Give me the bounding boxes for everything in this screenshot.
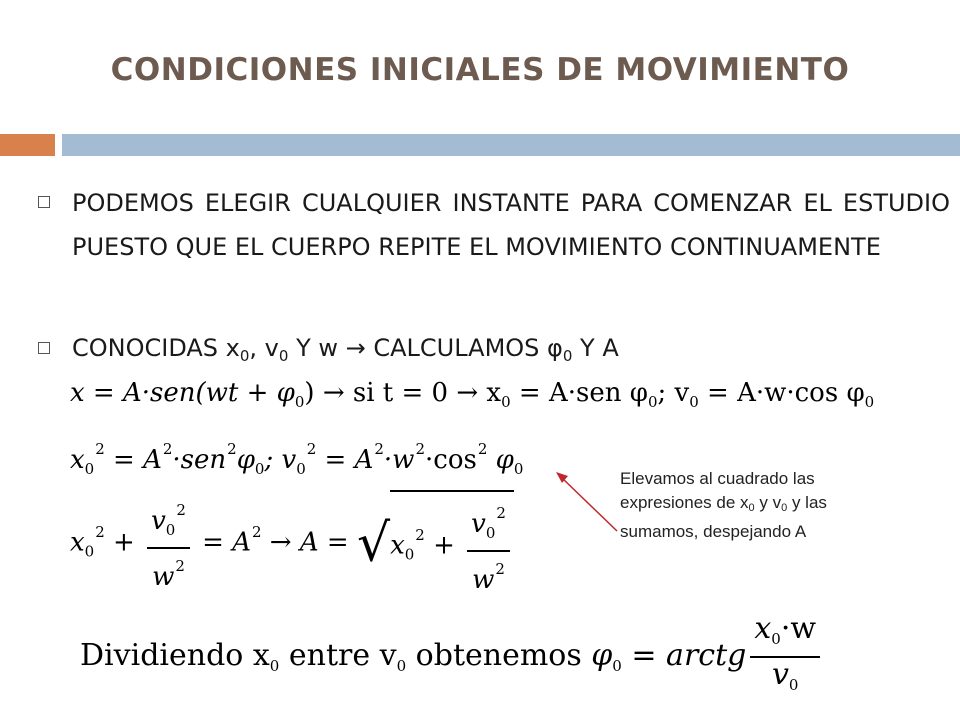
bullet-text-1: PODEMOS ELEGIR CUALQUIER INSTANTE PARA COMENZAR EL ESTUDIO PUESTO QUE EL CUERPO REPITE EL MOVIMIENTO CONTINUAMENTE xyxy=(72,189,950,261)
bullet-text-2: CONOCIDAS $x_0$, $v_0$ Y w → CALCULAMOS $\varphi_0$ Y A xyxy=(72,334,619,365)
equation-squared: $x_0^2 = A^2\cdot sen^2\varphi_0$; $v_0^2 = A^2\cdot w^2\cdot\cos^2$ $\varphi_0$ xyxy=(70,440,524,478)
equation-amplitude: $x_0^2$ + $\frac{v_0^2}{w^2}$ = $A^2 \to A = √x_0^2$ + $\frac{v_0^2}{w^2}$ xyxy=(70,490,514,597)
equation-position: $x = A\cdot sen(wt + \varphi_0)$ → si $t = 0 \to x_0 = A\cdot sen$ $\varphi_0$; $v_0 = A\cdot w\cdot\cos$ $\varphi_0$ xyxy=(70,378,875,411)
slide-title: CONDICIONES INICIALES DE MOVIMIENTO xyxy=(110,52,850,88)
square-root-icon: √ xyxy=(356,513,391,574)
arrow-right-icon: → xyxy=(345,334,366,362)
equation-phase: Dividiendo $x_0$ entre $v_0$ obtenemos $\varphi_0$ = arctg $\frac{x_0\cdot w}{v_0}$ xyxy=(80,612,824,702)
annotation-note: Elevamos al cuadrado las expresiones de $x_0$ y $v_0$ y las sumamos, despejando A xyxy=(620,469,827,541)
